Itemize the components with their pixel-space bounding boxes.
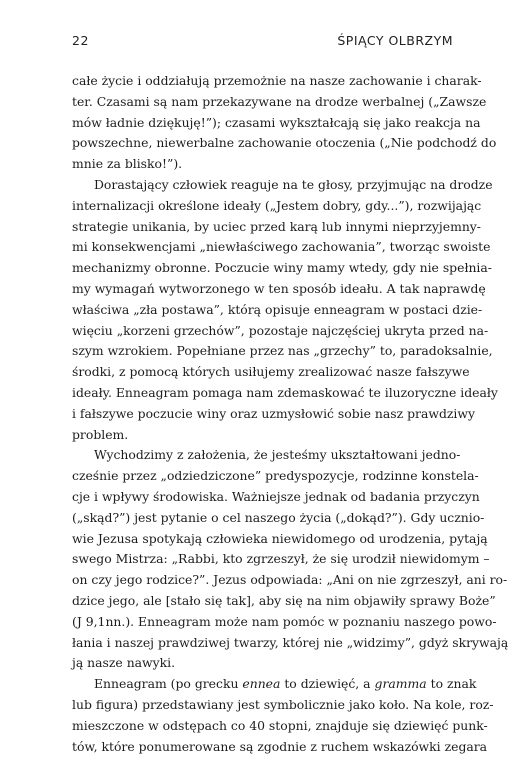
text-line: szym wzrokiem. Popełniane przez nas „grzechy” to, paradoksalnie, [72, 343, 493, 359]
text-line: ją nasze nawyki. [72, 655, 176, 671]
text-line: środki, z pomocą których usiłujemy zrealizować nasze fałszywe [72, 364, 470, 380]
text-line: mi konsekwencjami „niewłaściwego zachowania”, tworząc swoiste [72, 239, 491, 255]
text-line: Wychodzimy z założenia, że jesteśmy ukształtowani jedno- [94, 447, 461, 463]
text-line: tów, które ponumerowane są zgodnie z ruchem wskazówki zegara [72, 738, 488, 754]
text-line: („skąd?”) jest pytanie o cel naszego życia („dokąd?”). Gdy ucznio- [72, 509, 485, 525]
text-line: ideały. Enneagram pomaga nam zdemaskować te iluzoryczne ideały [72, 384, 498, 400]
text-line: cje i wpływy środowiska. Ważniejsze jednak od badania przyczyn [72, 488, 480, 504]
paragraph [72, 175, 498, 445]
text-line: mnie za blisko!”). [72, 156, 183, 172]
text-line: i fałszywe poczucie winy oraz uzmysłowić sobie nasz prawdziwy [72, 405, 475, 421]
text-line: swego Mistrza: „Rabbi, kto zgrzeszył, że się urodził niewidomym – [72, 551, 490, 567]
text-line: powszechne, niewerbalne zachowanie otoczenia („Nie podchodź do [72, 135, 497, 151]
text-line: wie Jezusa spotykają człowieka niewidomego od urodzenia, pytają [72, 530, 488, 546]
text-line: właściwa „zła postawa”, którą opisuje enneagram w postaci dzie- [72, 301, 483, 317]
text-line: mieszczone w odstępach co 40 stopni, znajduje się dziewięć punk- [72, 717, 488, 733]
text-line: problem. [72, 426, 129, 442]
page-number: 22 [72, 33, 89, 48]
paragraph [72, 445, 509, 674]
text-line: on czy jego rodzice?”. Jezus odpowiada: „Ani on nie zgrzeszył, ani ro- [72, 572, 508, 588]
text-line: ter. Czasami są nam przekazywane na drodze werbalnej („Zawsze [72, 93, 487, 109]
text-line: mechanizmy obronne. Poczucie winy mamy wtedy, gdy nie spełnia- [72, 260, 492, 276]
text-line: (J 9,1nn.). Enneagram może nam pomóc w poznaniu naszego powo- [72, 613, 497, 629]
text-line: więciu „korzeni grzechów”, pozostaje najczęściej ukryta przed na- [72, 322, 489, 338]
text-line: łania i naszej prawdziwej twarzy, której nie „widzimy”, gdyż skrywają [72, 634, 509, 650]
text-line: mów ładnie dziękuję!”); czasami wykształcają się jako reakcja na [72, 114, 481, 130]
text-line: całe życie i oddziałują przemożnie na nasze zachowanie i charak- [72, 73, 482, 88]
running-title: ŚPIĄCY OLBRZYM [337, 33, 453, 48]
text-line: lub figura) przedstawiany jest symbolicznie jako koło. Na kole, roz- [72, 696, 494, 712]
paragraph [72, 71, 497, 175]
text-line: dzice jego, ale [stało się tak], aby się na nim objawiły sprawy Boże” [72, 592, 496, 608]
text-line: cześnie przez „odziedziczone” predyspozycje, rodzinne konstela- [72, 468, 479, 484]
running-head [72, 33, 453, 49]
text-line: strategie unikania, by uciec przed karą lub innymi nieprzyjemny- [72, 218, 481, 234]
body-text [72, 71, 509, 757]
paragraph [72, 674, 494, 757]
text-line: my wymagań wytworzonego w ten sposób ideału. A tak naprawdę [72, 280, 486, 296]
text-line: Enneagram (po grecku ennea to dziewięć, a gramma to znak [94, 676, 477, 692]
text-line: Dorastający człowiek reaguje na te głosy, przyjmując na drodze [94, 176, 493, 192]
text-line: internalizacji określone ideały („Jestem dobry, gdy...”), rozwijając [72, 197, 482, 213]
